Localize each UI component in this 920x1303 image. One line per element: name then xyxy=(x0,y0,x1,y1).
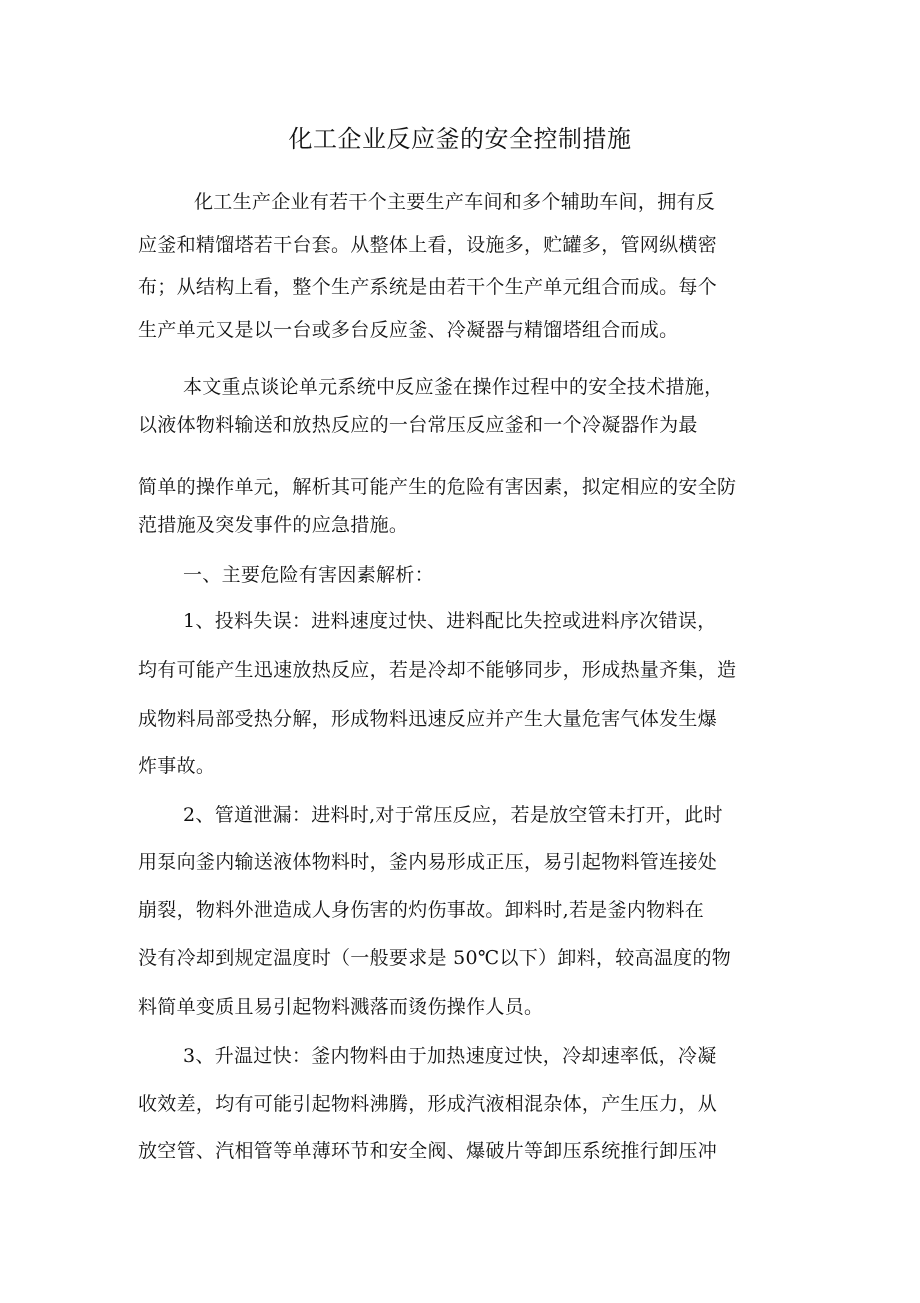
item-2-line-5: 料简单变质且易引起物料溅落而烫伤操作人员。 xyxy=(138,996,544,1018)
intro-line-3: 布；从结构上看，整个生产系统是由若干个生产单元组合而成。每个 xyxy=(138,276,718,298)
item-1-line-4: 炸事故。 xyxy=(138,755,216,777)
item-3-line-2: 收效差，均有可能引起物料沸腾，形成汽液相混杂体，产生压力，从 xyxy=(138,1093,718,1115)
item-3-line-1: 3、升温过快：釜内物料由于加热速度过快，冷却速率低，冷凝 xyxy=(183,1045,717,1067)
item-2-line-4: 没有冷却到规定温度时（一般要求是 50℃以下）卸料，较高温度的物 xyxy=(138,947,732,969)
section-heading: 一、主要危险有害因素解析： xyxy=(183,564,434,586)
item-1-line-3: 成物料局部受热分解，形成物料迅速反应并产生大量危害气体发生爆 xyxy=(138,708,718,730)
document-title: 化工企业反应釜的安全控制措施 xyxy=(288,125,632,153)
item-1-line-1: 1、投料失误：进料速度过快、进料配比失控或进料序次错误， xyxy=(183,610,717,632)
item-1-line-2: 均有可能产生迅速放热反应，若是冷却不能够同步，形成热量齐集，造 xyxy=(138,659,737,681)
intro-line-4: 生产单元又是以一台或多台反应釜、冷凝器与精馏塔组合而成。 xyxy=(138,319,679,341)
item-3-line-3: 放空管、汽相管等单薄环节和安全阀、爆破片等卸压系统推行卸压冲 xyxy=(138,1140,718,1162)
focus-line-1: 本文重点谈论单元系统中反应釜在操作过程中的安全技术措施， xyxy=(183,376,724,398)
focus-line-3: 简单的操作单元，解析其可能产生的危险有害因素，拟定相应的安全防 xyxy=(138,476,737,498)
item-2-line-2: 用泵向釜内输送液体物料时，釜内易形成正压，易引起物料管连接处 xyxy=(138,851,718,873)
item-2-line-3: 崩裂，物料外泄造成人身伤害的灼伤事故。卸料时,若是釜内物料在 xyxy=(138,899,705,921)
intro-line-1: 化工生产企业有若干个主要生产车间和多个辅助车间，拥有反 xyxy=(194,191,716,213)
focus-line-4: 范措施及突发事件的应急措施。 xyxy=(138,514,409,536)
focus-line-2: 以液体物料输送和放热反应的一台常压反应釜和一个冷凝器作为最 xyxy=(138,414,698,436)
intro-line-2: 应釜和精馏塔若干台套。从整体上看，设施多，贮罐多，管网纵横密 xyxy=(138,234,718,256)
item-2-line-1: 2、管道泄漏：进料时,对于常压反应，若是放空管未打开，此时 xyxy=(183,804,723,826)
